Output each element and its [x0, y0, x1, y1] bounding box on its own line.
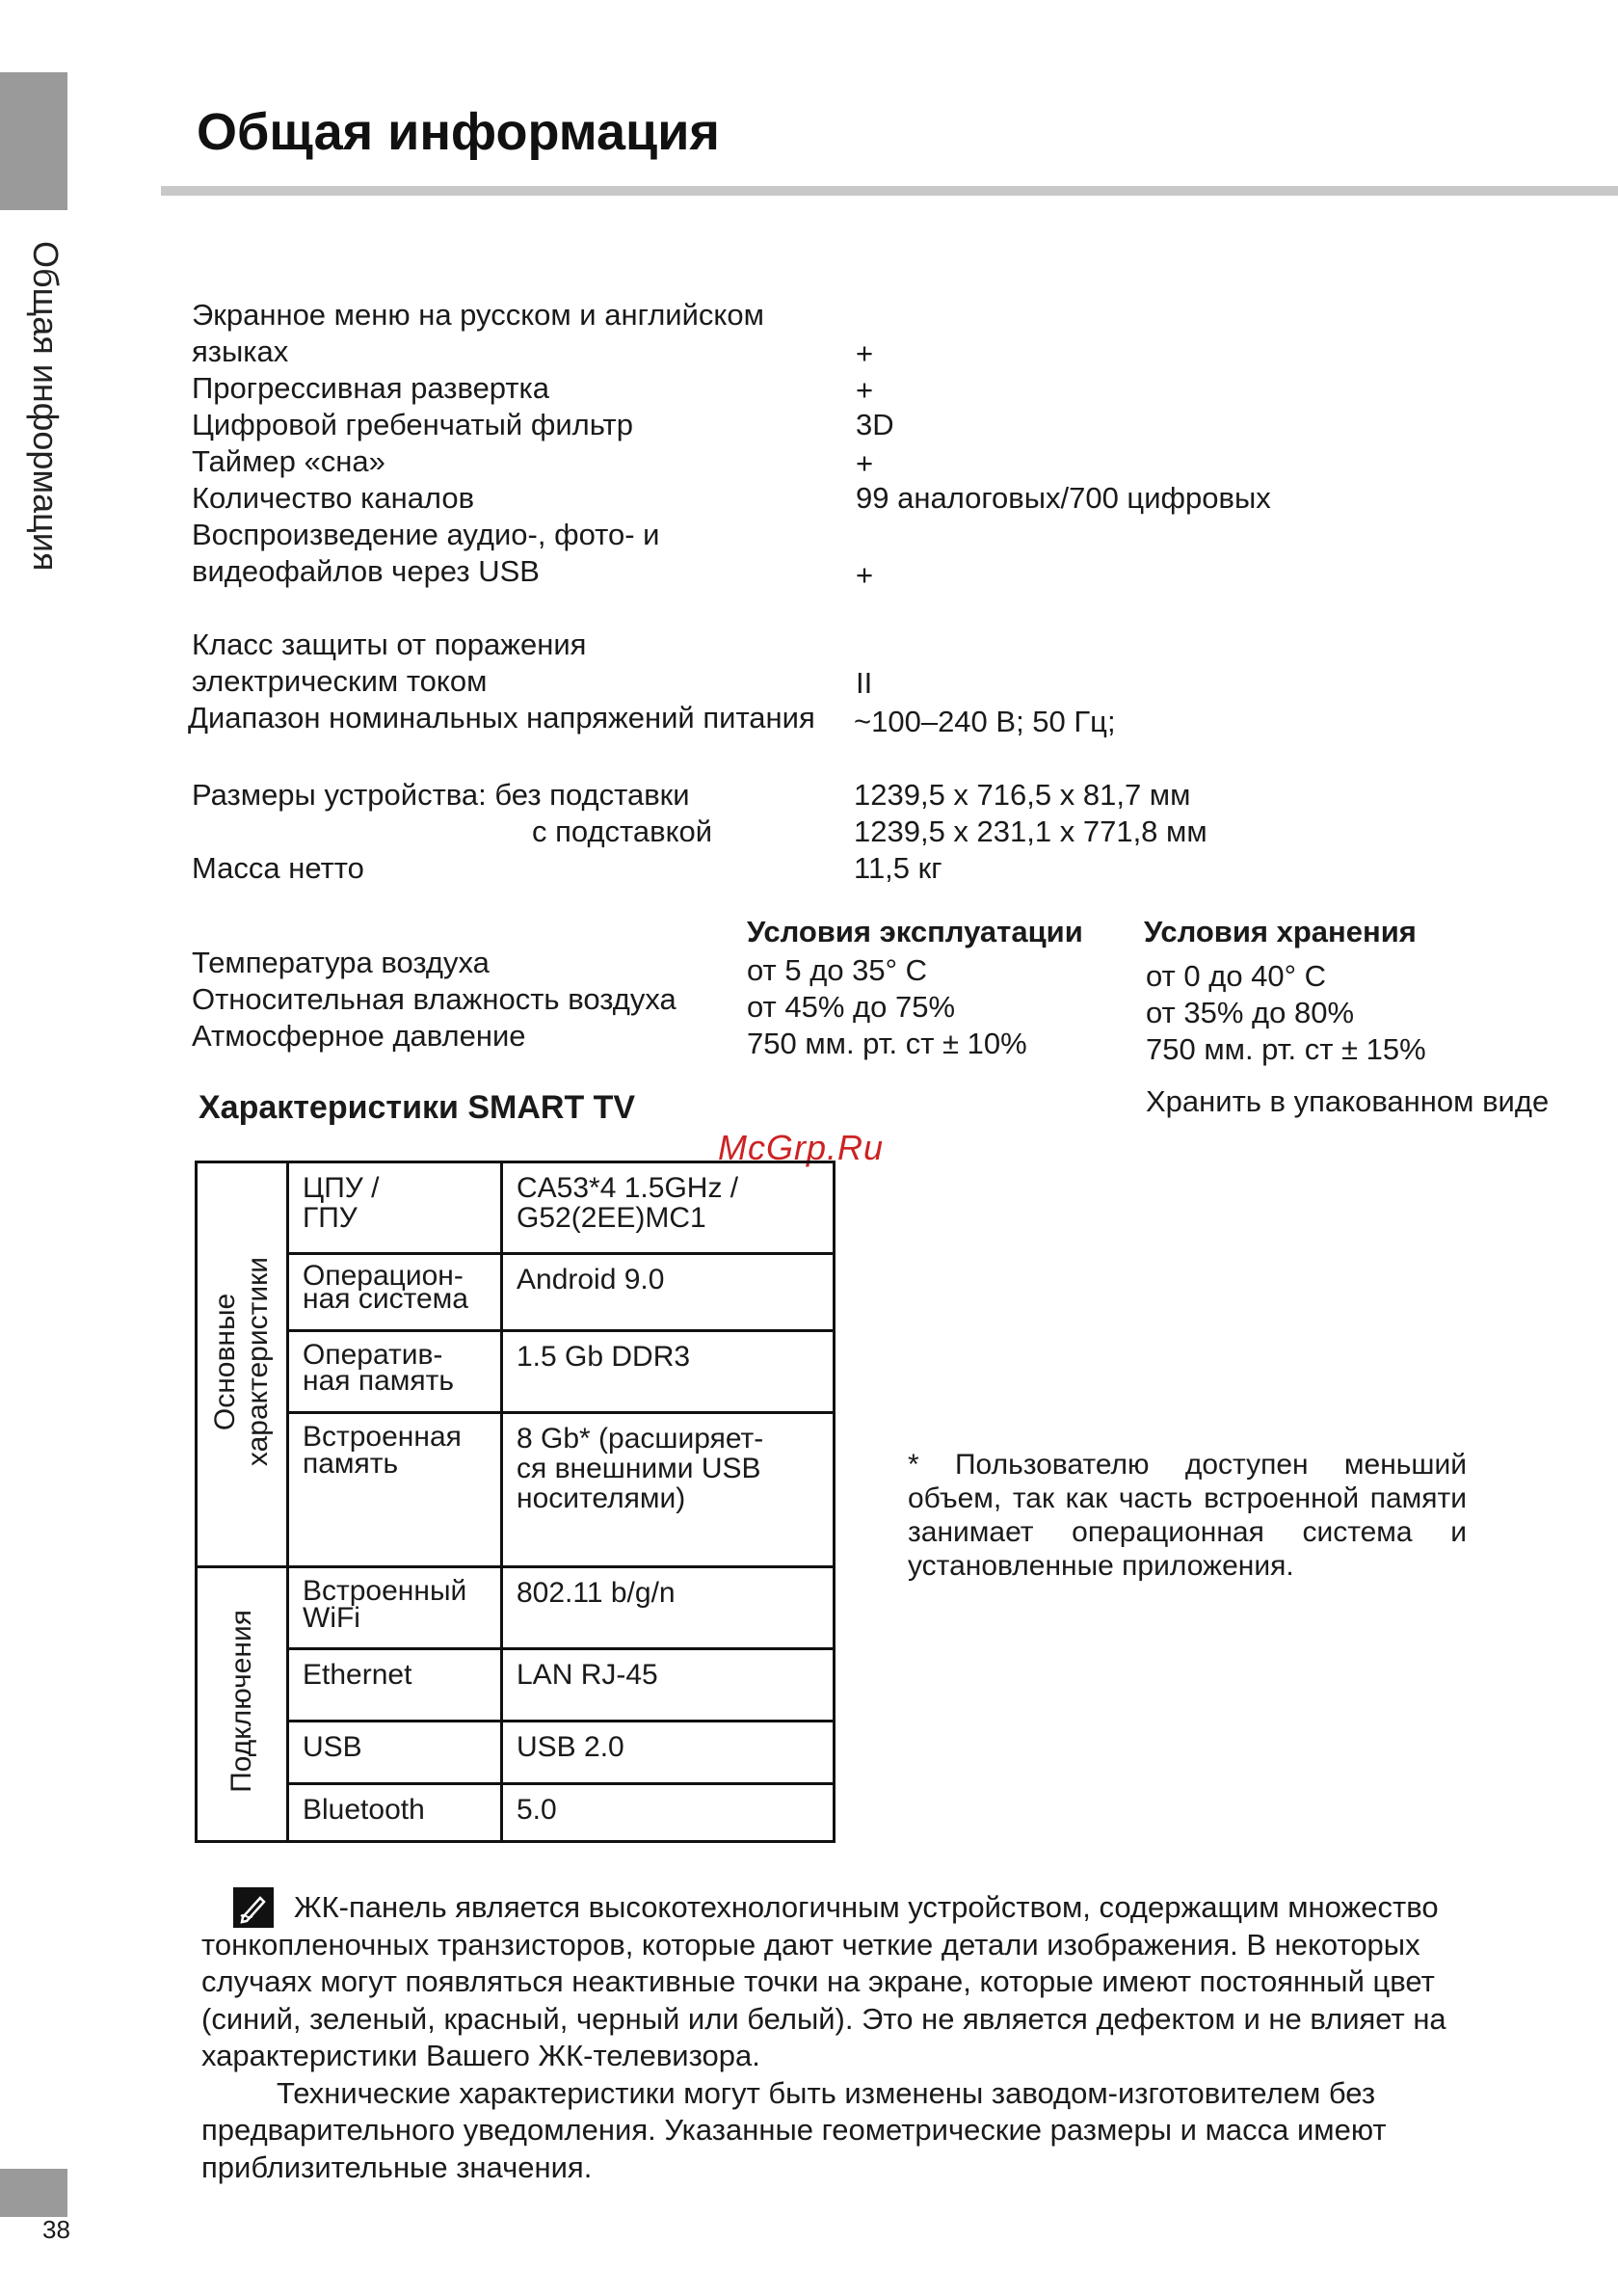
- title-divider: [161, 186, 1618, 196]
- param-bluetooth: Bluetooth: [288, 1784, 502, 1842]
- table-row: [197, 1649, 835, 1722]
- side-tab-marker: [0, 72, 67, 210]
- table-row: [197, 1567, 835, 1649]
- spec-dims-value-2: 1239,5 х 231,1 х 771,8 мм: [854, 814, 1207, 848]
- temp-label: Температура воздуха: [192, 946, 490, 979]
- spec-sleep-value: +: [856, 446, 874, 480]
- table-row: [197, 1784, 835, 1842]
- param-storage: Встроенная память: [288, 1413, 502, 1567]
- value-storage: 8 Gb* (расширяет- ся внешними USB носителями): [502, 1413, 835, 1567]
- spec-voltage-value: ~100–240 В; 50 Гц;: [854, 705, 1116, 738]
- value-cpu: CA53*4 1.5GHz / G52(2EE)MC1: [502, 1162, 835, 1254]
- spec-mass-label: Масса нетто: [192, 851, 364, 885]
- spec-osd-label: Экранное меню на русском и английском: [192, 298, 764, 332]
- spec-dims-label: Размеры устройства: без подставки: [192, 778, 690, 812]
- spec-dims-label-2: с подставкой: [532, 814, 713, 848]
- param-usb: USB: [288, 1722, 502, 1784]
- op-humidity-value: от 45% до 75%: [747, 990, 956, 1024]
- value-os: Android 9.0: [502, 1254, 835, 1331]
- param-ethernet: Ethernet: [288, 1649, 502, 1722]
- st-packaging-note: Хранить в упакованном виде: [1146, 1084, 1550, 1118]
- op-temp-value: от 5 до 35° С: [747, 953, 928, 987]
- group-main-cell: [197, 1162, 288, 1567]
- spec-voltage-label: Диапазон номинальных напряжений питания: [188, 701, 815, 734]
- spec-progressive-value: +: [856, 373, 874, 407]
- st-pressure-value: 750 мм. рт. ст ± 15%: [1146, 1032, 1426, 1066]
- lcd-note: [201, 1889, 1512, 2186]
- spec-comb-value: 3D: [856, 408, 894, 441]
- spec-protection-label: Класс защиты от поражения: [192, 627, 587, 661]
- page-number: 38: [42, 2215, 70, 2244]
- table-row: [197, 1413, 835, 1567]
- table-row: [197, 1162, 835, 1254]
- lcd-note-paragraph: ЖК-панель является высокотехнологичным устройством, содержащим множество тонкопленочных транзисторов, которые дают четкие детали изображения. В некоторых случаях могут появляться неактивные точки на экране, которые имеют постоянный цвет (синий, зеленый, красный, черный или белый). Это не является дефектом и не влияет на характеристики Вашего ЖК-телевизора.: [201, 1890, 1446, 2072]
- spec-progressive-label: Прогрессивная развертка: [192, 371, 550, 405]
- specs-change-note: Технические характеристики могут быть изменены заводом-изготовителем без предварительного уведомления. Указанные геометрические размеры и масса имеют приблизительные значения.: [201, 2075, 1387, 2184]
- group-conn-label: Подключения: [225, 1610, 257, 1793]
- value-usb: USB 2.0: [502, 1722, 835, 1784]
- table-row: [197, 1722, 835, 1784]
- page-number-tab: [0, 2169, 67, 2217]
- spec-dims-value: 1239,5 х 716,5 х 81,7 мм: [854, 778, 1191, 812]
- table-row: [197, 1254, 835, 1331]
- value-ram: 1.5 Gb DDR3: [502, 1331, 835, 1413]
- op-pressure-value: 750 мм. рт. ст ± 10%: [747, 1027, 1027, 1060]
- storage-footnote: * Пользователю доступен меньший объем, так как часть встроенной памяти занимает операционная система и установленные приложения.: [908, 1449, 1467, 1582]
- spec-protection-value: II: [856, 666, 873, 700]
- param-wifi: Встроенный WiFi: [288, 1567, 502, 1649]
- group-conn-cell: [197, 1567, 288, 1842]
- value-ethernet: LAN RJ-45: [502, 1649, 835, 1722]
- st-temp-value: от 0 до 40° С: [1146, 959, 1327, 993]
- spec-osd-label-2: языках: [192, 334, 289, 368]
- param-os: Операцион- ная система: [288, 1254, 502, 1331]
- operation-conditions-heading: Условия эксплуатации: [747, 915, 1083, 948]
- st-humidity-value: от 35% до 80%: [1146, 996, 1355, 1029]
- smart-tv-heading: Характеристики SMART TV: [199, 1089, 636, 1126]
- spec-usb-value: +: [856, 558, 874, 592]
- value-bluetooth: 5.0: [502, 1784, 835, 1842]
- spec-comb-label: Цифровой гребенчатый фильтр: [192, 408, 633, 441]
- pressure-label: Атмосферное давление: [192, 1019, 526, 1053]
- spec-protection-label-2: электрическим током: [192, 664, 488, 698]
- storage-conditions-heading: Условия хранения: [1144, 915, 1417, 948]
- watermark: McGrp.Ru: [718, 1128, 885, 1167]
- param-ram: Оператив- ная память: [288, 1331, 502, 1413]
- table-row: [197, 1331, 835, 1413]
- side-section-label: Общая информация: [26, 241, 66, 572]
- spec-usb-label: Воспроизведение аудио-, фото- и: [192, 518, 660, 551]
- page-title: Общая информация: [197, 103, 720, 161]
- group-main-label: Основные характеристики: [209, 1256, 274, 1467]
- spec-mass-value: 11,5 кг: [854, 851, 942, 885]
- spec-usb-label-2: видеофайлов через USB: [192, 554, 540, 588]
- smart-tv-spec-table: [195, 1161, 836, 1843]
- spec-channels-value: 99 аналоговых/700 цифровых: [856, 481, 1271, 515]
- spec-osd-value: +: [856, 336, 874, 370]
- humidity-label: Относительная влажность воздуха: [192, 982, 676, 1016]
- spec-channels-label: Количество каналов: [192, 481, 475, 515]
- value-wifi: 802.11 b/g/n: [502, 1567, 835, 1649]
- spec-sleep-label: Таймер «сна»: [192, 444, 385, 478]
- param-cpu: ЦПУ / ГПУ: [288, 1162, 502, 1254]
